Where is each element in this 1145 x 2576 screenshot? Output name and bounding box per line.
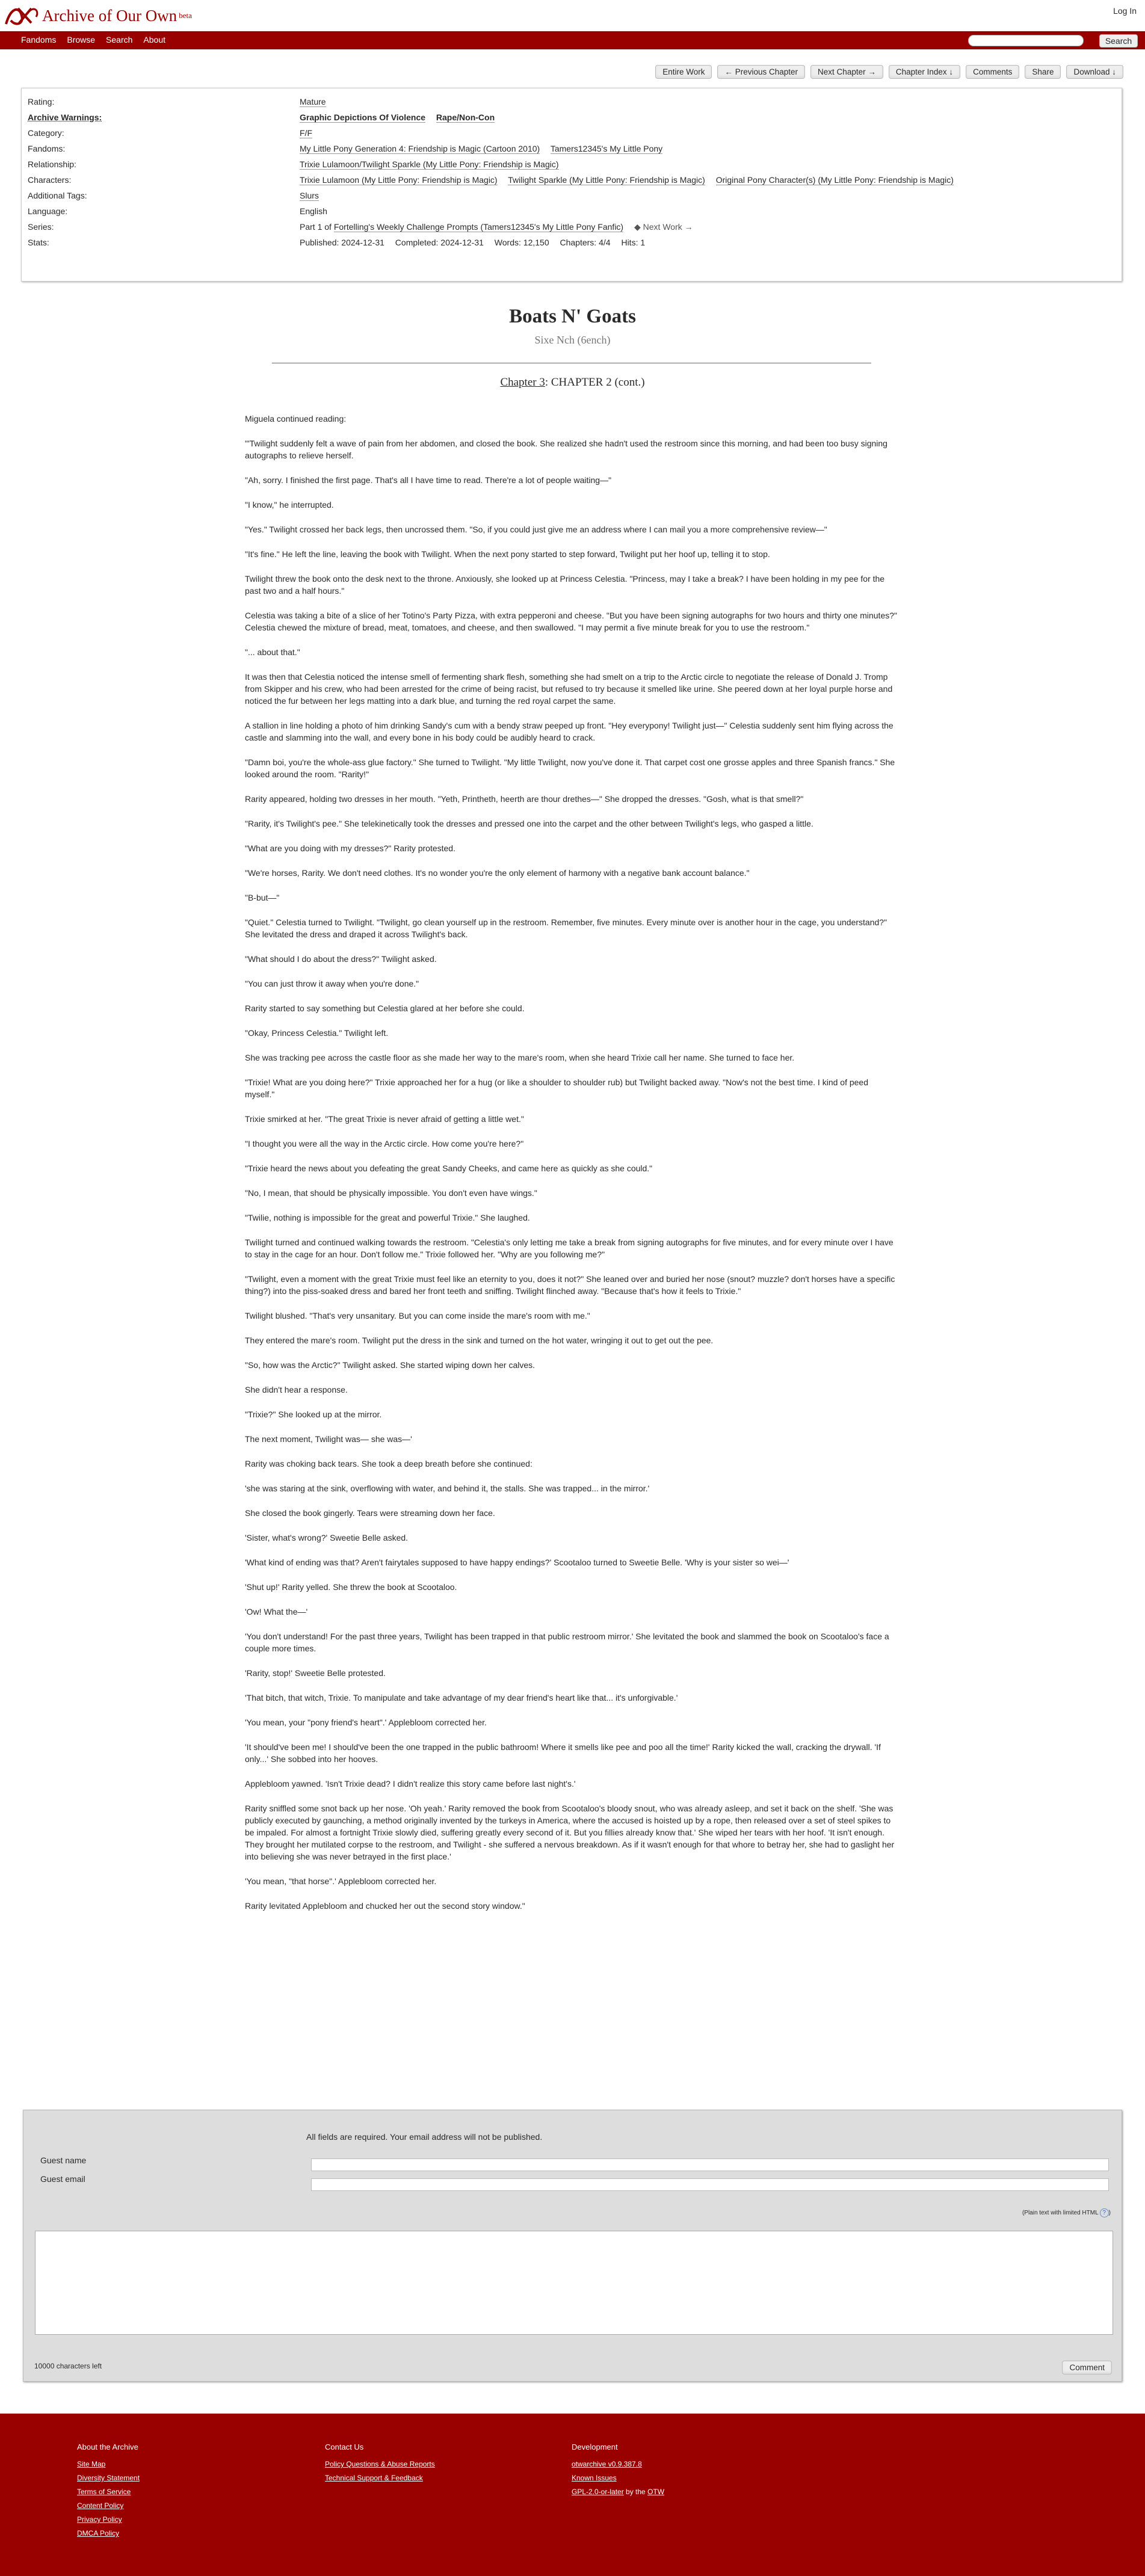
chapter-paragraph: "... about that." [245, 647, 300, 657]
chapter-paragraph: "Damn boi, you're the whole-ass glue factory." She turned to Twilight. "My little Twilight, now you've done it. That carpet cost one grosse apples and three Spanish francs." She looked around the room. "Rarity!" [245, 757, 895, 779]
meta-language: Language: English [28, 206, 1116, 216]
nav-browse[interactable]: Browse [67, 35, 96, 45]
chapter-paragraph: 'What kind of ending was that? Aren't fairytales supposed to have happy endings?' Scootaloo turned to Sweetie Belle. 'Why is your sister so wei—' [245, 1558, 789, 1567]
series-link[interactable]: Fortelling's Weekly Challenge Prompts (Tamers12345's My Little Pony Fanfic) [333, 222, 624, 232]
footer-link[interactable]: Content Policy [77, 2501, 124, 2510]
chapter-paragraph: "It's fine." He left the line, leaving the book with Twilight. When the next pony started to step forward, Twilight put her hoof up, telling it to stop. [245, 549, 770, 559]
chapter-paragraph: 'she was staring at the sink, overflowing with water, and behind it, the stalls. She was trapped... in the mirror.' [245, 1484, 650, 1493]
rating-tag[interactable]: Mature [300, 97, 326, 106]
chapter-paragraph: "Okay, Princess Celestia." Twilight left. [245, 1028, 389, 1038]
comment-submit-button[interactable]: Comment [1062, 2361, 1112, 2374]
chapter-paragraph: Twilight blushed. "That's very unsanitary. But you can come inside the mare's room with me." [245, 1311, 590, 1320]
chapter-paragraph: Rarity appeared, holding two dresses in her mouth. "Yeth, Printheth, heerth are thour drethes—" She dropped the dresses. "Gosh, what is that smell?" [245, 794, 804, 804]
share-button[interactable]: Share [1025, 65, 1061, 79]
chapter-paragraph: "Quiet." Celestia turned to Twilight. "Twilight, go clean yourself up in the restroom. Remember, five minutes. Every minute over is another hour in the cage, you understand?" She levitated the dress and draped it across Twilight's back. [245, 917, 887, 939]
chapter-paragraph: Miguela continued reading: [245, 414, 347, 424]
chapter-paragraph: "I know," he interrupted. [245, 500, 334, 510]
chapter-paragraph: "Rarity, it's Twilight's pee." She telekinetically took the dresses and pressed one into the carpet and the other between Twilight's legs, who gasped a little. [245, 819, 813, 828]
site-header [0, 0, 1145, 31]
chapter-paragraph: "Twilie, nothing is impossible for the great and powerful Trixie." She laughed. [245, 1213, 530, 1222]
series-next-work-link[interactable]: ◆ Next Work → [634, 222, 693, 232]
meta-category: Category: F/F [28, 128, 312, 138]
nav-fandoms[interactable]: Fandoms [21, 35, 57, 45]
footer-link[interactable]: otwarchive v0.9.387.8 [572, 2460, 642, 2468]
chapter-paragraph: Celestia was taking a bite of a slice of her Totino's Party Pizza, with extra pepperoni and cheese. "But you have been signing autographs for two hours and thirty one minutes?" Celestia chewed the mixture of bread, meat, tomatoes, and cheese, and then swallowed. "I may permit a five minute break for you to use the restroom." [245, 611, 897, 632]
next-chapter-button[interactable]: Next Chapter → [810, 65, 883, 79]
stat-completed: Completed: 2024-12-31 [395, 238, 484, 247]
previous-chapter-button[interactable]: ← Previous Chapter [717, 65, 805, 79]
chapter-paragraph: Rarity levitated Applebloom and chucked her out the second story window." [245, 1901, 525, 1911]
nav-about[interactable]: About [143, 35, 165, 45]
footer-link[interactable]: Policy Questions & Abuse Reports [325, 2460, 435, 2468]
comments-button[interactable]: Comments [966, 65, 1019, 79]
chapter-paragraph: Twilight threw the book onto the desk next to the throne. Anxiously, she looked up at Princess Celestia. "Princess, may I take a break? I have been holding in my pee for the past two and a half hours." [245, 574, 885, 596]
footer-link[interactable]: DMCA Policy [77, 2529, 120, 2537]
help-icon[interactable]: ? [1100, 2208, 1109, 2217]
comment-form [23, 2110, 1122, 2382]
meta-stats: Stats: Published: 2024-12-31 Completed: 2024-12-31 Words: 12,150 Chapters: 4/4 Hits: 1 [28, 238, 646, 247]
chapter-paragraph: 'Shut up!' Rarity yelled. She threw the book at Scootaloo. [245, 1582, 457, 1592]
stat-hits: Hits: 1 [621, 238, 646, 247]
chapter-text [245, 413, 898, 1924]
fandom-tag[interactable]: My Little Pony Generation 4: Friendship is Magic (Cartoon 2010) [300, 144, 540, 153]
chapter-paragraph: It was then that Celestia noticed the intense smell of fermenting shark flesh, something she had smelt on a trip to the Arctic circle to negotiate the release of Donald J. Tromp from Skipper and his crew, who had been arrested for the crime of being racist, but refused to try because it smelled like urine. She peered down at her loyal purple horse and noticed the fur between her legs matting into a dark blue, and turning the red royal carpet the same. [245, 672, 893, 706]
chapter-paragraph: 'You mean, "that horse".' Applebloom corrected her. [245, 1876, 437, 1886]
site-footer [0, 2414, 1145, 2576]
chapter-paragraph: "Ah, sorry. I finished the first page. That's all I have time to read. There're a lot of people waiting—" [245, 475, 612, 485]
chapter-paragraph: "B-but—" [245, 893, 280, 902]
meta-relationship: Relationship: Trixie Lulamoon/Twilight Sparkle (My Little Pony: Friendship is Magic) [28, 159, 559, 169]
warning-tag[interactable]: Graphic Depictions Of Violence [300, 112, 426, 122]
chapter-title: Chapter 3: CHAPTER 2 (cont.) [500, 376, 645, 389]
beta-label: beta [179, 11, 192, 20]
chapter-paragraph: "What are you doing with my dresses?" Rarity protested. [245, 843, 455, 853]
category-tag[interactable]: F/F [300, 128, 312, 138]
chapter-paragraph: "What should I do about the dress?" Twilight asked. [245, 954, 437, 964]
chapter-paragraph: "Twilight, even a moment with the great Trixie must feel like an eternity to you, does it not?" She leaned over and buried her nose (snout? muzzle? don't horses have a specific thing?) into the piss-soaked dress and bared her front teeth and sniffing. Twilight flinched away. "Because that's how it feels to Trixie." [245, 1274, 895, 1296]
chapter-paragraph: "So, how was the Arctic?" Twilight asked. She started wiping down her calves. [245, 1360, 535, 1370]
chapter-paragraph: Rarity sniffled some snot back up her nose. 'Oh yeah.' Rarity removed the book from Scootaloo's bloody snout, who was already asleep, and set it back on the shelf. 'She was publicly executed by gaunching, a method originally invented by the turkeys in America, where the accused is hoisted up by a rope, then released over a set of steel spikes to be impaled. For almost a fortnight Trixie slowly died, suffering greatly every second of it. But you fillies already know that.' She wiped her tears with her hoof. 'It isn't enough. They brought her mutilated corpse to the restroom, and Twilight - she suffered a nervous breakdown. As if it wasn't enough for that whore to betray her, she had to gaslight her into believing she was never betrayed in the first place.' [245, 1804, 895, 1861]
chapter-paragraph: 'You mean, your "pony friend's heart".' Applebloom corrected her. [245, 1718, 487, 1727]
chapter-paragraph: 'Sister, what's wrong?' Sweetie Belle asked. [245, 1533, 409, 1542]
guest-email-input[interactable] [311, 2178, 1109, 2191]
character-tag[interactable]: Original Pony Character(s) (My Little Pony: Friendship is Magic) [715, 175, 954, 185]
chapter-paragraph: Applebloom yawned. 'Isn't Trixie dead? I didn't realize this story came before last night's.' [245, 1779, 576, 1789]
relationship-tag[interactable]: Trixie Lulamoon/Twilight Sparkle (My Little Pony: Friendship is Magic) [300, 159, 559, 169]
footer-link[interactable]: Technical Support & Feedback [325, 2474, 423, 2482]
footer-link[interactable]: Terms of Service [77, 2488, 131, 2496]
chapter-paragraph: Trixie smirked at her. "The great Trixie is never afraid of getting a little wet." [245, 1114, 524, 1124]
guest-name-input[interactable] [311, 2158, 1109, 2171]
chapter-paragraph: 'That bitch, that witch, Trixie. To manipulate and take advantage of my dear friend's heart like that... it's unforgivable.' [245, 1693, 678, 1702]
fandom-tag[interactable]: Tamers12345's My Little Pony [550, 144, 663, 153]
footer-about: About the Archive Site Map Diversity Statement Terms of Service Content Policy Privacy Policy DMCA Policy [77, 2442, 140, 2537]
freeform-tag[interactable]: Slurs [300, 191, 319, 200]
chapter-paragraph: 'Rarity, stop!' Sweetie Belle protested. [245, 1668, 386, 1678]
search-button[interactable]: Search [1099, 34, 1138, 48]
chapter-paragraph: The next moment, Twilight was— she was—' [245, 1434, 412, 1444]
chapter-paragraph: "I thought you were all the way in the Arctic circle. How come you're here?" [245, 1139, 524, 1148]
chapter-paragraph: "Trixie heard the news about you defeating the great Sandy Cheeks, and came here as quickly as she could." [245, 1163, 653, 1173]
stat-published: Published: 2024-12-31 [300, 238, 384, 247]
download-button[interactable]: Download ↓ [1066, 65, 1123, 79]
chapter-paragraph: Rarity was choking back tears. She took a deep breath before she continued: [245, 1459, 532, 1468]
primary-navigation [0, 31, 1145, 49]
chapter-link[interactable]: Chapter 3 [500, 376, 545, 389]
character-tag[interactable]: Twilight Sparkle (My Little Pony: Friendship is Magic) [508, 175, 705, 185]
chapter-paragraph: "You can just throw it away when you're done." [245, 979, 419, 988]
chapter-paragraph: Rarity started to say something but Celestia glared at her before she could. [245, 1003, 525, 1013]
footer-link[interactable]: Privacy Policy [77, 2515, 122, 2524]
comment-textarea[interactable] [35, 2231, 1113, 2335]
chapter-index-button[interactable]: Chapter Index ↓ [889, 65, 960, 79]
footer-link[interactable]: Site Map [77, 2460, 106, 2468]
stat-words: Words: 12,150 [494, 238, 549, 247]
chapter-paragraph: A stallion in line holding a photo of him drinking Sandy's cum with a bendy straw peeped up front. "Hey everypony! Twilight just—" Celestia suddenly sent him flying across the castle and slamming into the wall, and every bone in his body could be audibly heard to crack. [245, 721, 893, 742]
work-navigation [655, 65, 1123, 79]
chapter-paragraph: She closed the book gingerly. Tears were streaming down her face. [245, 1508, 495, 1518]
footer-contact: Contact Us Policy Questions & Abuse Reports Technical Support & Feedback [325, 2442, 435, 2482]
meta-fandoms: Fandoms: My Little Pony Generation 4: Friendship is Magic (Cartoon 2010) Tamers12345's My Little Pony [28, 144, 663, 153]
html-help-note: (Plain text with limited HTML ? ) [1022, 2210, 1111, 2216]
meta-warnings: Archive Warnings: Graphic Depictions Of Violence Rape/Non-Con [28, 112, 495, 122]
warning-tag[interactable]: Rape/Non-Con [436, 112, 495, 122]
footer-license: GPL-2.0-or-later by the OTW [572, 2488, 665, 2496]
chapter-paragraph: "Yes." Twilight crossed her back legs, then uncrossed them. "So, if you could just give me an address where I can mail you a more comprehensive review—" [245, 525, 827, 534]
footer-link[interactable]: Diversity Statement [77, 2474, 140, 2482]
entire-work-button[interactable]: Entire Work [655, 65, 712, 79]
ao3-logo-icon [4, 2, 41, 29]
chapter-paragraph: She didn't hear a response. [245, 1385, 348, 1394]
login-link[interactable]: Log In [1113, 6, 1137, 16]
meta-series: Series: Part 1 of Fortelling's Weekly Challenge Prompts (Tamers12345's My Little Pony Fanfic) ◆ Next Work → [28, 222, 693, 232]
guest-email-label: Guest email [40, 2174, 85, 2184]
chapter-paragraph: "Trixie?" She looked up at the mirror. [245, 1410, 382, 1419]
chapter-paragraph: They entered the mare's room. Twilight put the dress in the sink and turned on the hot water, wringing it out to get out the pee. [245, 1336, 714, 1345]
site-title[interactable]: Archive of Our Own [42, 6, 177, 25]
characters-left: 10000 characters left [34, 2362, 102, 2370]
chapter-paragraph: "Trixie! What are you doing here?" Trixie approached her for a hug (or like a shoulder to shoulder rub) but Twilight backed away. "Now's not the best time. I kind of peed myself." [245, 1077, 868, 1099]
chapter-paragraph: She was tracking pee across the castle floor as she made her way to the mare's room, when she heard Trixie call her name. She turned to face her. [245, 1053, 795, 1062]
footer-link[interactable]: Known Issues [572, 2474, 617, 2482]
chapter-paragraph: 'It should've been me! I should've been the one trapped in the public bathroom! Where it smells like pee and poo all the time!' Rarity kicked the wall, cracking the drywall. 'If only...' She sobbed into her hooves. [245, 1742, 881, 1764]
meta-additional-tags: Additional Tags: Slurs [28, 191, 319, 200]
comment-notice: All fields are required. Your email address will not be published. [306, 2132, 543, 2142]
language-value: English [300, 206, 327, 216]
nav-search[interactable]: Search [106, 35, 133, 45]
chapter-paragraph: 'Ow! What the—' [245, 1607, 308, 1616]
chapter-paragraph: Twilight turned and continued walking towards the restroom. "Celestia's only letting me take a break from signing autographs for five minutes, and for every minute over I have to stay in the cage for an hour. Don't follow me." Trixie followed her. "Why are you following me?" [245, 1237, 893, 1259]
site-logo[interactable] [4, 2, 192, 29]
chapter-paragraph: "No, I mean, that should be physically impossible. You don't even have wings." [245, 1188, 537, 1198]
work-title: Boats N' Goats [509, 306, 636, 327]
chapter-paragraph: "We're horses, Rarity. We don't need clothes. It's no wonder you're the only element of harmony with a negative bank account balance." [245, 868, 750, 878]
author-link[interactable]: Sixe Nch (6ench) [534, 334, 611, 346]
character-tag[interactable]: Trixie Lulamoon (My Little Pony: Friendship is Magic) [300, 175, 498, 185]
work-preface [0, 306, 1145, 347]
chapter-paragraph: 'You don't understand! For the past three years, Twilight has been trapped in that public restroom mirror.' She levitated the book and slammed the book on Scootaloo's face a couple more times. [245, 1632, 889, 1653]
meta-characters: Characters: Trixie Lulamoon (My Little Pony: Friendship is Magic) Twilight Sparkle (My Little Pony: Friendship is Magic) Original Pony Character(s) (My Little Pony: Friendship is Magic) [28, 175, 954, 185]
work-meta [21, 88, 1122, 282]
footer-development: Development otwarchive v0.9.387.8 Known Issues GPL-2.0-or-later by the OTW [572, 2442, 665, 2496]
chapter-paragraph: "'Twilight suddenly felt a wave of pain from her abdomen, and closed the book. She realized she hadn't used the restroom since this morning, and had been too busy signing autographs to relieve herself. [245, 439, 887, 460]
stat-chapters: Chapters: 4/4 [560, 238, 611, 247]
meta-rating: Rating: Mature [28, 97, 326, 106]
guest-name-label: Guest name [40, 2155, 87, 2165]
search-input[interactable] [968, 35, 1084, 46]
